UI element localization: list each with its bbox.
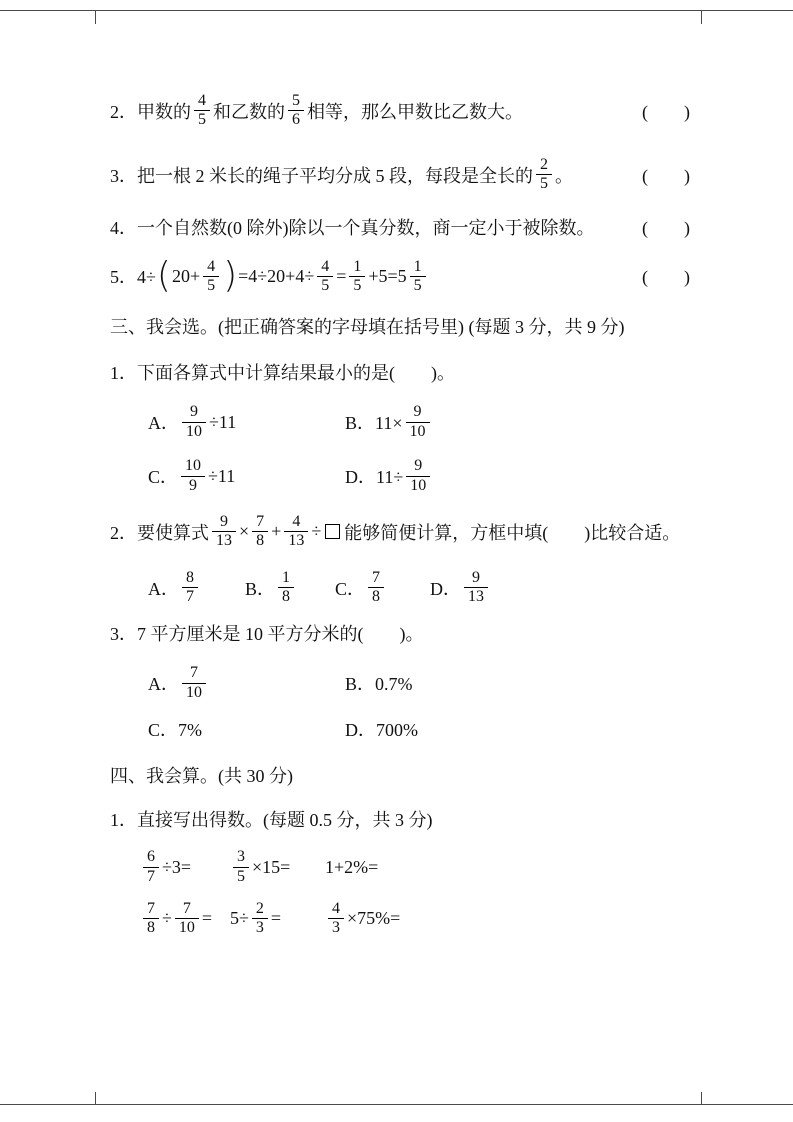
line-columns — [110, 313, 690, 339]
fraction-numerator: 6 — [143, 848, 159, 867]
line-columns — [148, 664, 690, 702]
line-column — [148, 664, 345, 702]
line-columns — [110, 620, 690, 646]
line-column — [345, 403, 433, 441]
text-run: 5÷ — [230, 908, 249, 929]
fraction-numerator: 4 — [328, 900, 344, 919]
line-columns — [110, 806, 690, 832]
line-column — [110, 513, 680, 551]
line-column — [110, 313, 624, 339]
text-run: + — [271, 521, 282, 542]
page-border-bottom — [0, 1104, 793, 1105]
fraction — [328, 900, 344, 938]
section-4-heading — [110, 760, 690, 790]
line-column — [230, 900, 325, 938]
text-run: 5．4÷ — [110, 267, 156, 288]
line-column — [140, 848, 230, 886]
page-border-tick-bottom-left — [95, 1092, 96, 1104]
page-border-tick-bottom-right — [701, 1092, 702, 1104]
answer-bracket: ( ) — [642, 217, 690, 238]
fraction-denominator: 13 — [288, 532, 305, 550]
fraction — [194, 92, 210, 130]
line-column — [148, 457, 345, 495]
text-run: A． — [148, 674, 179, 695]
text-run: A． — [148, 413, 179, 434]
text-run: 。 — [555, 165, 573, 186]
text-run: B．11× — [345, 413, 403, 434]
fraction-denominator: 8 — [256, 532, 265, 550]
text-run: 20+ — [171, 265, 201, 286]
text-run: D． — [430, 578, 461, 599]
fraction — [233, 848, 249, 886]
mc-q3 — [110, 618, 690, 648]
fraction-numerator: 10 — [181, 457, 205, 476]
fraction-numerator: 4 — [284, 513, 308, 532]
big-parenthesis: ) — [223, 255, 238, 297]
fraction-numerator: 7 — [175, 900, 199, 919]
fraction-numerator: 9 — [464, 569, 488, 588]
text-run: 相等，那么甲数比乙数大。 — [307, 101, 523, 122]
line-column — [430, 569, 491, 607]
line-columns — [110, 214, 634, 240]
fraction — [181, 457, 205, 495]
line-column — [335, 569, 430, 607]
calc-row-2 — [110, 900, 690, 938]
calc-instruction — [110, 804, 690, 834]
fraction-denominator: 5 — [413, 276, 422, 294]
line-column — [110, 806, 433, 832]
fraction-numerator: 2 — [536, 156, 552, 175]
fraction — [368, 569, 384, 607]
line-column — [110, 92, 523, 130]
text-run: × — [239, 521, 250, 542]
fraction-denominator: 10 — [409, 422, 426, 440]
line-column — [325, 900, 400, 938]
text-run: C． — [335, 578, 366, 599]
fraction-numerator: 4 — [194, 92, 210, 111]
text-run: ÷11 — [209, 411, 237, 432]
calc-row-1 — [110, 848, 690, 886]
fraction-denominator: 6 — [292, 111, 300, 129]
fraction — [349, 258, 365, 296]
mc-q1-options-ab — [110, 403, 690, 441]
fraction-numerator: 4 — [317, 258, 333, 277]
line-column — [110, 255, 429, 297]
text-run: 四、我会算。(共 30 分) — [110, 766, 293, 787]
text-run: 1．下面各算式中计算结果最小的是( )。 — [110, 363, 455, 384]
line-columns — [110, 762, 690, 788]
fraction-denominator: 13 — [468, 588, 484, 606]
fraction — [406, 403, 430, 441]
line-columns — [110, 92, 634, 130]
fraction-numerator: 7 — [252, 513, 268, 532]
fraction-numerator: 1 — [278, 569, 294, 588]
fraction-numerator: 3 — [233, 848, 249, 867]
text-run: C．7% — [148, 720, 202, 741]
line-column — [148, 569, 245, 607]
text-run: = — [201, 908, 213, 929]
line-columns — [140, 900, 690, 938]
text-run: = — [336, 265, 347, 286]
line-column — [148, 716, 345, 742]
fraction-denominator: 5 — [198, 111, 206, 129]
tf-item-2 — [110, 92, 690, 130]
fraction-denominator: 5 — [540, 175, 548, 193]
fraction-denominator: 8 — [372, 588, 381, 606]
fraction-denominator: 9 — [189, 476, 198, 494]
fraction-denominator: 10 — [410, 476, 427, 494]
text-run: ÷3= — [162, 856, 192, 877]
fraction — [536, 156, 552, 194]
fraction-numerator: 9 — [406, 457, 430, 476]
fraction-denominator: 7 — [186, 588, 194, 606]
fraction-denominator: 5 — [353, 276, 362, 294]
fraction-numerator: 4 — [203, 258, 219, 277]
text-run: C． — [148, 467, 179, 488]
line-column — [325, 857, 378, 878]
fraction — [252, 513, 268, 551]
page-border-tick-top-left — [95, 10, 96, 24]
fraction-denominator: 10 — [186, 683, 202, 701]
fraction-denominator: 5 — [207, 276, 216, 294]
section-3-heading — [110, 311, 690, 341]
line-columns — [148, 569, 690, 607]
line-column — [110, 359, 455, 385]
fraction-numerator: 1 — [410, 258, 426, 277]
text-run: B． — [245, 578, 276, 599]
text-run: 1．直接写出得数。(每题 0.5 分，共 3 分) — [110, 810, 433, 831]
page-border-tick-top-right — [701, 10, 702, 24]
fraction-numerator: 7 — [143, 900, 159, 919]
fraction — [317, 258, 333, 296]
text-run: 和乙数的 — [213, 101, 285, 122]
line-column — [110, 156, 573, 194]
fraction — [212, 513, 236, 551]
line-columns — [148, 716, 690, 742]
answer-bracket: ( ) — [642, 101, 690, 122]
answer-bracket: ( ) — [642, 267, 690, 288]
fraction — [252, 900, 268, 938]
fraction — [284, 513, 308, 551]
fraction-denominator: 10 — [178, 919, 195, 937]
line-columns — [148, 457, 690, 495]
fraction-numerator: 2 — [252, 900, 268, 919]
mc-q3-options-cd — [110, 714, 690, 744]
blank-box — [325, 524, 340, 539]
tf-item-4 — [110, 212, 690, 242]
line-column — [230, 848, 325, 886]
text-run: ÷11 — [208, 465, 236, 486]
fraction — [143, 848, 159, 886]
fraction — [143, 900, 159, 938]
text-run: =4÷20+4÷ — [238, 265, 315, 286]
text-run: ×75%= — [347, 908, 401, 929]
line-columns — [148, 403, 690, 441]
fraction — [406, 457, 430, 495]
worksheet-content — [110, 92, 690, 954]
line-column — [245, 569, 335, 607]
line-column — [345, 716, 418, 742]
fraction-denominator: 8 — [147, 919, 155, 937]
line-columns — [140, 848, 690, 886]
line-column — [345, 457, 433, 495]
text-run: 三、我会选。(把正确答案的字母填在括号里) (每题 3 分，共 9 分) — [110, 317, 625, 338]
mc-q2-options — [110, 569, 690, 607]
fraction — [203, 258, 219, 296]
fraction-numerator: 1 — [349, 258, 365, 277]
fraction — [182, 664, 206, 702]
text-run: A． — [148, 578, 179, 599]
fraction-denominator: 3 — [332, 919, 340, 937]
line-columns — [110, 359, 690, 385]
text-run: ×15= — [252, 856, 291, 877]
fraction-numerator: 8 — [182, 569, 198, 588]
tf-item-3 — [110, 156, 690, 194]
line-column — [110, 620, 424, 646]
fraction-denominator: 3 — [255, 919, 264, 937]
fraction-denominator: 8 — [282, 588, 291, 606]
mc-q1 — [110, 357, 690, 387]
mc-q2 — [110, 513, 690, 551]
fraction-denominator: 13 — [216, 532, 232, 550]
fraction — [182, 569, 198, 607]
fraction-numerator: 9 — [212, 513, 236, 532]
text-run: = — [270, 908, 282, 929]
fraction-numerator: 7 — [368, 569, 384, 588]
text-run: ÷ — [162, 908, 172, 929]
line-column — [110, 762, 293, 788]
fraction — [464, 569, 488, 607]
line-columns — [110, 513, 690, 551]
line-column — [140, 900, 230, 938]
fraction-numerator: 7 — [182, 664, 206, 683]
text-run: 2．甲数的 — [110, 101, 191, 122]
fraction — [175, 900, 199, 938]
text-run: 1+2%= — [325, 856, 379, 877]
text-run: +5=5 — [368, 265, 407, 286]
page-border-top — [0, 10, 793, 11]
text-run: 3．把一根 2 米长的绳子平均分成 5 段，每段是全长的 — [110, 165, 533, 186]
text-run: D．11÷ — [345, 467, 404, 488]
line-column — [148, 403, 345, 441]
fraction-denominator: 5 — [237, 867, 245, 885]
mc-q1-options-cd — [110, 457, 690, 495]
text-run: 3．7 平方厘米是 10 平方分米的( )。 — [110, 624, 424, 645]
big-parenthesis: ( — [156, 255, 171, 297]
line-column — [110, 214, 595, 240]
fraction-numerator: 9 — [182, 403, 206, 422]
fraction — [278, 569, 294, 607]
tf-item-5 — [110, 255, 690, 297]
fraction-denominator: 10 — [186, 422, 202, 440]
text-run: 2．要使算式 — [110, 522, 209, 543]
fraction-numerator: 5 — [288, 92, 304, 111]
text-run: 能够简便计算，方框中填( )比较合适。 — [344, 522, 681, 543]
mc-q3-options-ab — [110, 664, 690, 702]
text-run: 4．一个自然数(0 除外)除以一个真分数，商一定小于被除数。 — [110, 217, 595, 238]
line-columns — [110, 156, 634, 194]
fraction-denominator: 5 — [321, 276, 330, 294]
fraction — [288, 92, 304, 130]
line-columns — [110, 255, 634, 297]
fraction-numerator: 9 — [406, 403, 430, 422]
answer-bracket: ( ) — [642, 165, 690, 186]
fraction — [410, 258, 426, 296]
text-run: ÷ — [311, 521, 322, 542]
fraction-denominator: 7 — [147, 867, 155, 885]
line-column — [345, 670, 413, 696]
fraction — [182, 403, 206, 441]
text-run: B．0.7% — [345, 674, 413, 695]
text-run: D．700% — [345, 720, 418, 741]
